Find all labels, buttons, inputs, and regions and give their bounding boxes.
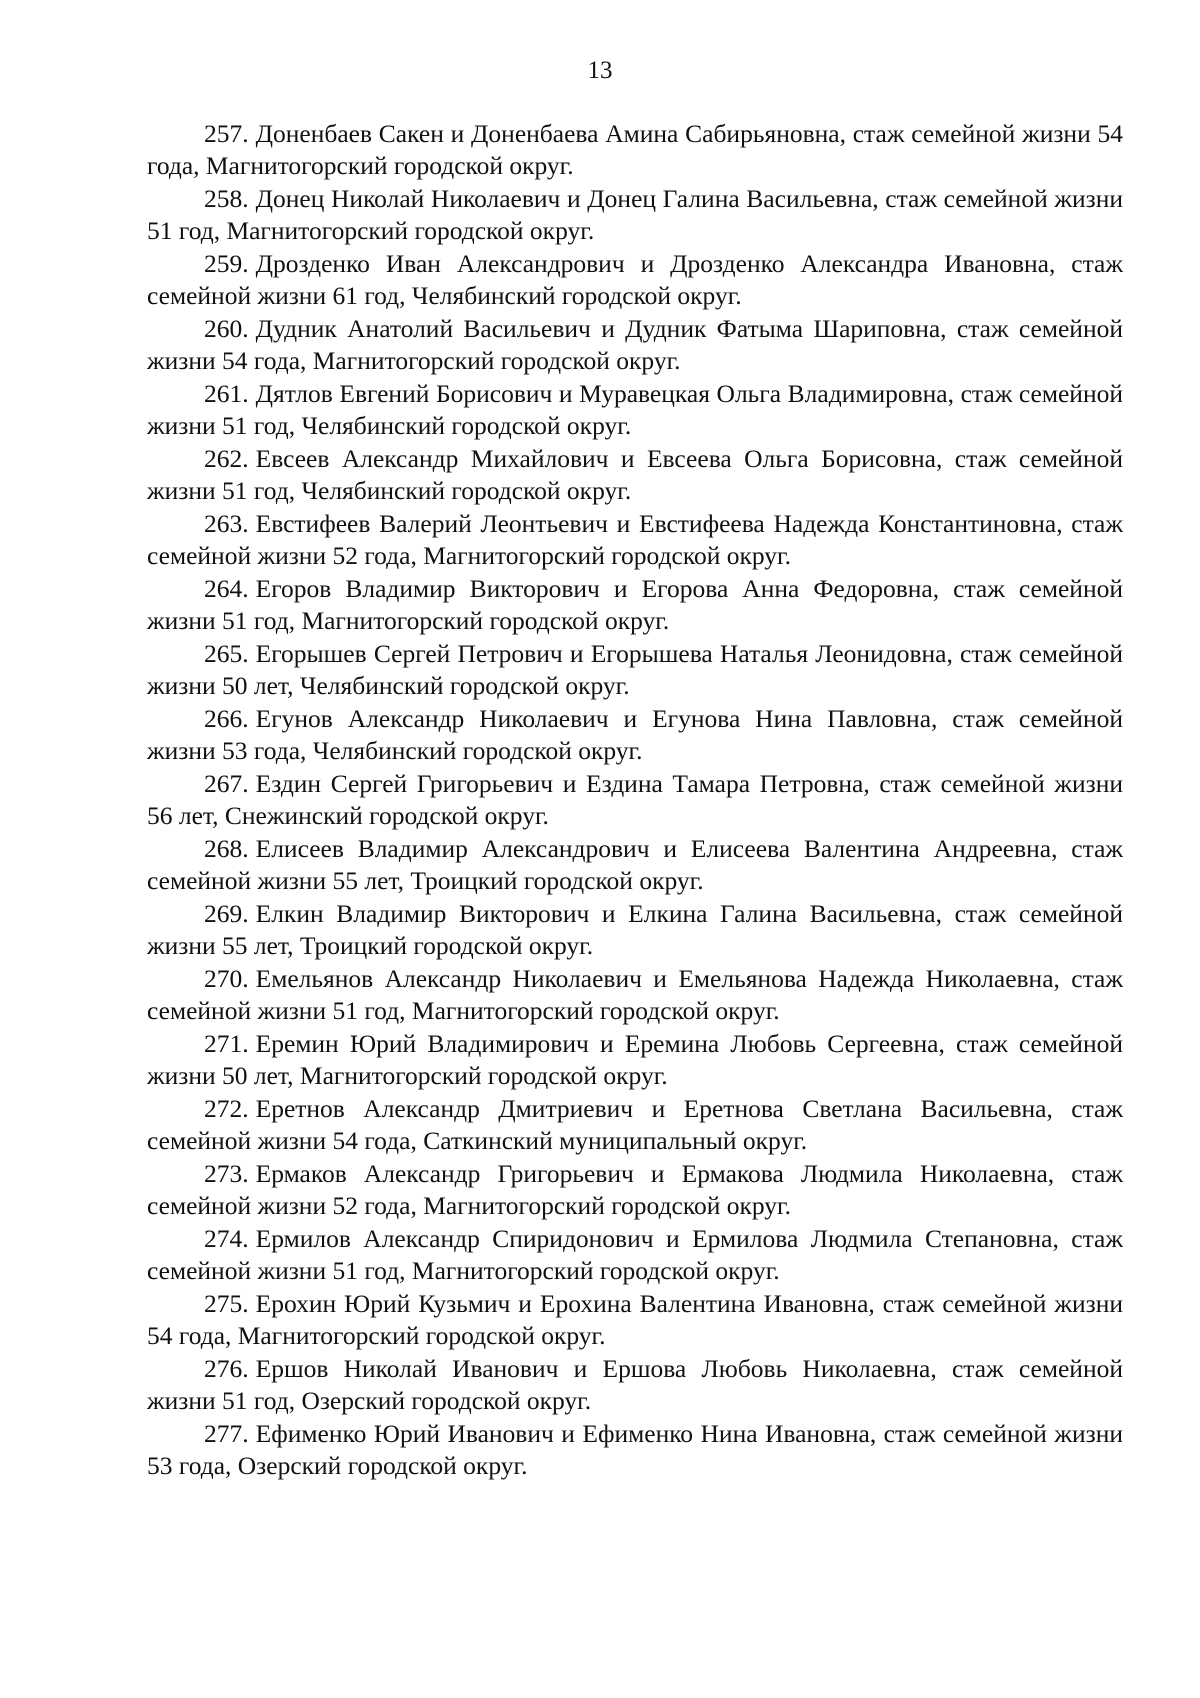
list-item xyxy=(147,1288,1123,1352)
entry-number: 274. xyxy=(204,1224,249,1253)
entry-number: 265. xyxy=(204,639,249,668)
entry-text: Донец Николай Николаевич и Донец Галина Васильевна, стаж семейной жизни 51 год, Магнитогорский городской округ. xyxy=(147,184,1123,245)
list-item xyxy=(147,1093,1123,1157)
list-item xyxy=(147,508,1123,572)
list-item xyxy=(147,573,1123,637)
entry-text: Дудник Анатолий Васильевич и Дудник Фатыма Шариповна, стаж семейной жизни 54 года, Магнитогорский городской округ. xyxy=(147,314,1123,375)
entry-text: Ездин Сергей Григорьевич и Ездина Тамара Петровна, стаж семейной жизни 56 лет, Снежинский городской округ. xyxy=(147,769,1123,830)
entry-text: Егорышев Сергей Петрович и Егорышева Наталья Леонидовна, стаж семейной жизни 50 лет, Челябинский городской округ. xyxy=(147,639,1123,700)
entry-text: Емельянов Александр Николаевич и Емельянова Надежда Николаевна, стаж семейной жизни 51 год, Магнитогорский городской округ. xyxy=(147,964,1123,1025)
entry-text: Евстифеев Валерий Леонтьевич и Евстифеева Надежда Константиновна, стаж семейной жизни 52 года, Магнитогорский городской округ. xyxy=(147,509,1123,570)
list-item xyxy=(147,898,1123,962)
entry-number: 276. xyxy=(204,1354,249,1383)
entry-number: 277. xyxy=(204,1419,249,1448)
entry-number: 270. xyxy=(204,964,249,993)
list-item xyxy=(147,833,1123,897)
list-item xyxy=(147,183,1123,247)
entry-text: Ефименко Юрий Иванович и Ефименко Нина Ивановна, стаж семейной жизни 53 года, Озерский городской округ. xyxy=(147,1419,1123,1480)
list-item xyxy=(147,1353,1123,1417)
entry-number: 259. xyxy=(204,249,249,278)
list-item xyxy=(147,703,1123,767)
entry-text: Еретнов Александр Дмитриевич и Еретнова Светлана Васильевна, стаж семейной жизни 54 года, Саткинский муниципальный округ. xyxy=(147,1094,1123,1155)
entry-text: Ермилов Александр Спиридонович и Ермилова Людмила Степановна, стаж семейной жизни 51 год, Магнитогорский городской округ. xyxy=(147,1224,1123,1285)
entry-text: Еремин Юрий Владимирович и Еремина Любовь Сергеевна, стаж семейной жизни 50 лет, Магнитогорский городской округ. xyxy=(147,1029,1123,1090)
entry-text: Дрозденко Иван Александрович и Дрозденко Александра Ивановна, стаж семейной жизни 61 год, Челябинский городской округ. xyxy=(147,249,1123,310)
entry-number: 275. xyxy=(204,1289,249,1318)
entry-text: Дятлов Евгений Борисович и Муравецкая Ольга Владимировна, стаж семейной жизни 51 год, Челябинский городской округ. xyxy=(147,379,1123,440)
list-item xyxy=(147,313,1123,377)
entry-text: Егунов Александр Николаевич и Егунова Нина Павловна, стаж семейной жизни 53 года, Челябинский городской округ. xyxy=(147,704,1123,765)
entry-number: 260. xyxy=(204,314,249,343)
list-item xyxy=(147,378,1123,442)
entry-text: Ерохин Юрий Кузьмич и Ерохина Валентина Ивановна, стаж семейной жизни 54 года, Магнитогорский городской округ. xyxy=(147,1289,1123,1350)
entry-text: Елисеев Владимир Александрович и Елисеева Валентина Андреевна, стаж семейной жизни 55 лет, Троицкий городской округ. xyxy=(147,834,1123,895)
entry-number: 266. xyxy=(204,704,249,733)
entry-number: 262. xyxy=(204,444,249,473)
entry-number: 263. xyxy=(204,509,249,538)
entry-number: 258. xyxy=(204,184,249,213)
list-item xyxy=(147,1158,1123,1222)
entry-text: Елкин Владимир Викторович и Елкина Галина Васильевна, стаж семейной жизни 55 лет, Троицкий городской округ. xyxy=(147,899,1123,960)
entry-number: 264. xyxy=(204,574,249,603)
list-item xyxy=(147,1418,1123,1482)
entry-text: Егоров Владимир Викторович и Егорова Анна Федоровна, стаж семейной жизни 51 год, Магнитогорский городской округ. xyxy=(147,574,1123,635)
entry-number: 261. xyxy=(204,379,249,408)
list-item xyxy=(147,443,1123,507)
list-item xyxy=(147,768,1123,832)
entry-text: Евсеев Александр Михайлович и Евсеева Ольга Борисовна, стаж семейной жизни 51 год, Челябинский городской округ. xyxy=(147,444,1123,505)
list-item xyxy=(147,118,1123,182)
entry-text: Ершов Николай Иванович и Ершова Любовь Николаевна, стаж семейной жизни 51 год, Озерский городской округ. xyxy=(147,1354,1123,1415)
list-item xyxy=(147,638,1123,702)
entry-number: 271. xyxy=(204,1029,249,1058)
list-item xyxy=(147,963,1123,1027)
entry-number: 257. xyxy=(204,119,249,148)
entry-number: 268. xyxy=(204,834,249,863)
entry-number: 273. xyxy=(204,1159,249,1188)
entry-list xyxy=(147,118,1123,1483)
list-item xyxy=(147,1223,1123,1287)
entry-number: 267. xyxy=(204,769,249,798)
entry-text: Ермаков Александр Григорьевич и Ермакова Людмила Николаевна, стаж семейной жизни 52 года, Магнитогорский городской округ. xyxy=(147,1159,1123,1220)
list-item xyxy=(147,248,1123,312)
entry-number: 272. xyxy=(204,1094,249,1123)
page-number: 13 xyxy=(587,57,613,84)
entry-number: 269. xyxy=(204,899,249,928)
list-item xyxy=(147,1028,1123,1092)
entry-text: Доненбаев Сакен и Доненбаева Амина Сабирьяновна, стаж семейной жизни 54 года, Магнитогорский городской округ. xyxy=(147,119,1123,180)
